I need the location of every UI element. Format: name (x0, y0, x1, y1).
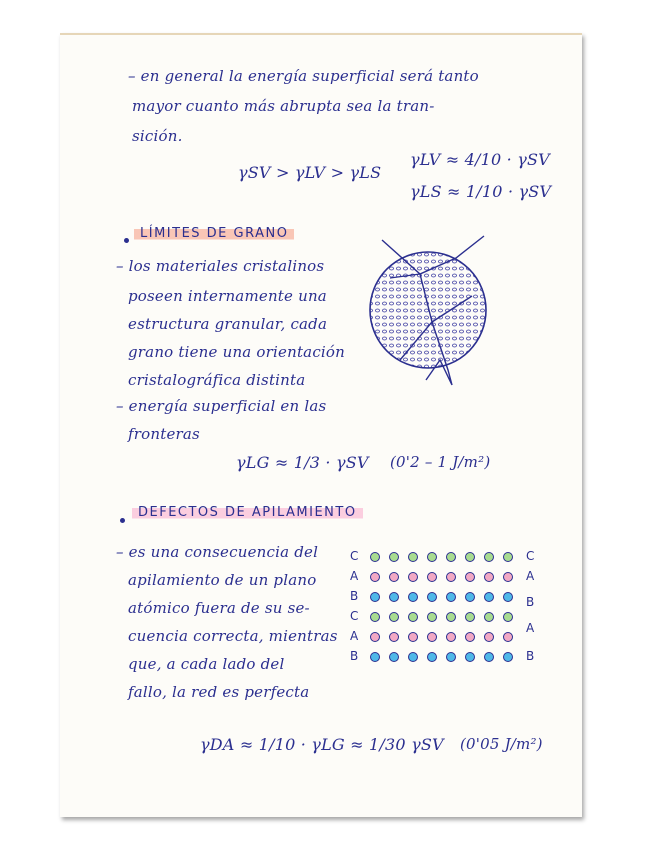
intro-line-2: mayor cuanto más abrupta sea la tran- (132, 97, 435, 115)
lattice-atom (484, 572, 494, 582)
intro-line-3: sición. (132, 127, 183, 145)
grain-text-line-3: estructura granular, cada (128, 315, 328, 333)
lattice-atom (446, 572, 456, 582)
lattice-atom (465, 612, 475, 622)
lattice-atom (446, 652, 456, 662)
lattice-atom (389, 632, 399, 642)
fault-text-line-5: que, a cada lado del (128, 655, 285, 673)
row-label: A (350, 629, 359, 643)
lattice-atom (370, 552, 380, 562)
grain-text-line-7: fronteras (128, 425, 200, 443)
lattice-atom (389, 552, 399, 562)
lattice-atom (484, 612, 494, 622)
bullet (120, 518, 125, 523)
lattice-atom (389, 592, 399, 602)
lattice-atom (370, 572, 380, 582)
lattice-atom (408, 592, 418, 602)
lattice-atom (408, 572, 418, 582)
fault-text-line-3: atómico fuera de su se- (128, 599, 310, 617)
lattice-atom (503, 612, 513, 622)
lattice-atom (408, 612, 418, 622)
energy-inequality: γSV > γLV > γLS (238, 163, 382, 182)
stacking-lattice (350, 549, 550, 679)
lattice-atom (389, 572, 399, 582)
lattice-atom (503, 572, 513, 582)
formula-lv: γLV ≈ 4/10 · γSV (410, 150, 550, 169)
row-label-right: A (526, 569, 535, 583)
intro-line-1: – en general la energía superficial será tanto (128, 67, 479, 85)
lattice-atom (408, 632, 418, 642)
formula-ls: γLS ≈ 1/10 · γSV (410, 182, 552, 201)
lattice-atom (408, 552, 418, 562)
grain-structure-sketch (360, 230, 500, 390)
lattice-atom (389, 612, 399, 622)
lattice-atom (370, 652, 380, 662)
lattice-atom (446, 552, 456, 562)
lattice-atom (503, 592, 513, 602)
lattice-atom (484, 592, 494, 602)
lattice-atom (370, 592, 380, 602)
row-label-right: C (526, 549, 535, 563)
fault-text-line-6: fallo, la red es perfecta (128, 683, 310, 701)
lattice-atom (484, 652, 494, 662)
row-label: A (350, 569, 359, 583)
lattice-atom (446, 612, 456, 622)
lattice-atom (427, 612, 437, 622)
lattice-atom (503, 632, 513, 642)
lattice-atom (446, 632, 456, 642)
row-label-right: B (526, 595, 535, 609)
lattice-atom (370, 632, 380, 642)
lattice-atom (427, 652, 437, 662)
row-label: C (350, 609, 359, 623)
stacking-units: (0'05 J/m²) (460, 735, 543, 753)
lattice-atom (503, 652, 513, 662)
section-heading-grain-limits: LÍMITES DE GRANO (134, 224, 294, 241)
lattice-atom (465, 552, 475, 562)
lattice-atom (465, 592, 475, 602)
lattice-atom (446, 592, 456, 602)
grain-text-line-6: – energía superficial en las (116, 397, 327, 415)
fault-text-line-1: – es una consecuencia del (116, 543, 319, 561)
notebook-page (60, 33, 582, 817)
bullet (124, 238, 129, 243)
stacking-formula: γDA ≈ 1/10 · γLG ≈ 1/30 γSV (200, 735, 444, 754)
grain-text-line-4: grano tiene una orientación (128, 343, 346, 361)
fault-text-line-2: apilamiento de un plano (128, 571, 317, 589)
row-label-right: B (526, 649, 535, 663)
grain-text-line-5: cristalográfica distinta (128, 371, 306, 389)
lattice-atom (427, 552, 437, 562)
section-heading-stacking-faults: DEFECTOS DE APILAMIENTO (132, 503, 363, 520)
lattice-atom (465, 632, 475, 642)
row-label: C (350, 549, 359, 563)
row-label: B (350, 649, 359, 663)
lattice-atom (484, 632, 494, 642)
lattice-atom (408, 652, 418, 662)
lattice-atom (465, 652, 475, 662)
fault-text-line-4: cuencia correcta, mientras (128, 627, 338, 645)
row-label-right: A (526, 621, 535, 635)
lattice-atom (389, 652, 399, 662)
lattice-atom (427, 572, 437, 582)
lattice-atom (484, 552, 494, 562)
grain-text-line-1: – los materiales cristalinos (116, 257, 325, 275)
lattice-atom (427, 632, 437, 642)
lattice-atom (465, 572, 475, 582)
lattice-atom (370, 612, 380, 622)
grain-formula: γLG ≈ 1/3 · γSV (236, 453, 369, 472)
row-label: B (350, 589, 359, 603)
grain-units: (0'2 – 1 J/m²) (390, 453, 491, 471)
lattice-atom (503, 552, 513, 562)
lattice-atom (427, 592, 437, 602)
grain-text-line-2: poseen internamente una (128, 287, 327, 305)
